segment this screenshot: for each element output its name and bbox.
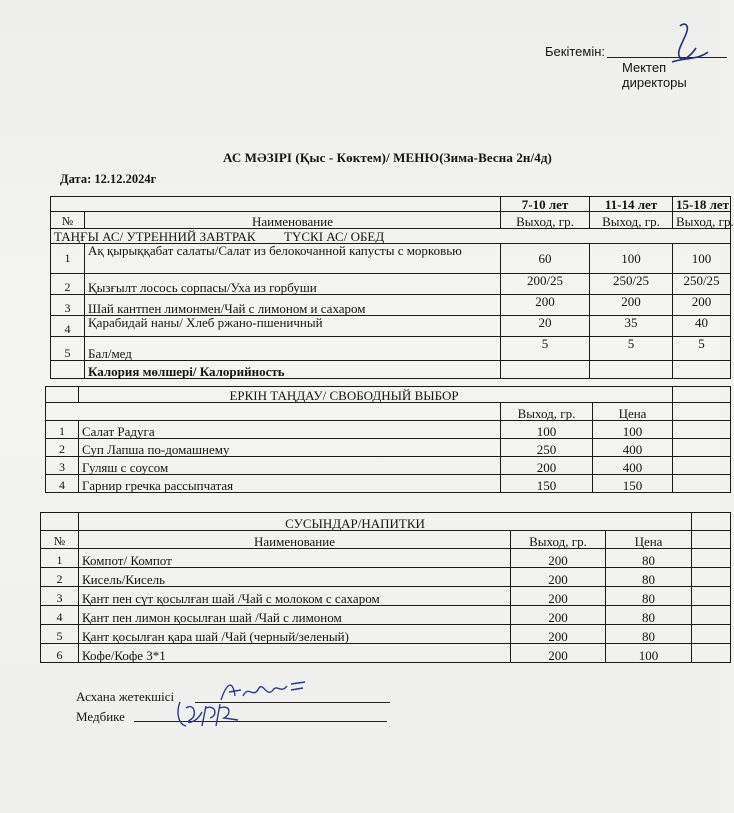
drink-name: Қант пен лимон қосылған шай /Чай с лимоном <box>79 606 511 625</box>
table-row: 6 Кофе/Кофе 3*1 200 100 <box>41 644 731 663</box>
table-row: 1 Салат Радуга 100 100 <box>46 421 731 439</box>
dish-name: Ақ қырыққабат салаты/Салат из белокочанной капусты с морковью <box>85 244 501 274</box>
age-group-header: 11-14 лет <box>590 197 673 212</box>
table-row: 3 Қант пен сүт қосылған шай /Чай с молоком с сахаром 200 80 <box>41 587 731 606</box>
dish-name: Қызғылт лосось сорпасы/Уха из горбуши <box>85 274 501 295</box>
table-row: 2 Кисель/Кисель 200 80 <box>41 568 731 587</box>
table-row: 4 Гарнир гречка рассыпчатая 150 150 <box>46 475 731 493</box>
dish-name: Салат Радуга <box>79 421 501 439</box>
breakfast-label: ТАҢҒЫ АС/ УТРЕННИЙ ЗАВТРАК <box>54 229 256 244</box>
column-header-name: Наименование <box>85 212 501 229</box>
table-row: 5 Қант қосылған қара шай /Чай (черный/зеленый) 200 80 <box>41 625 731 644</box>
dish-name: Гарнир гречка рассыпчатая <box>79 475 501 493</box>
age-group-header: 7-10 лет <box>501 197 590 212</box>
page-title: АС МӘЗІРІ (Қыс - Көктем)/ МЕНЮ(Зима-Весна 2н/4д) <box>223 150 552 165</box>
dish-name: Гуляш с соусом <box>79 457 501 475</box>
dish-name: Қарабидай наны/ Хлеб ржано-пшеничный <box>85 316 501 337</box>
age-group-header: 15-18 лет <box>673 197 731 212</box>
column-header-output: Выход, гр. <box>501 212 590 229</box>
nurse-label: Медбике <box>76 709 125 724</box>
approval-label: Бекітемін: <box>545 44 605 59</box>
free-choice-title: ЕРКІН ТАҢДАУ/ СВОБОДНЫЙ ВЫБОР <box>79 387 673 403</box>
table-row: 3 Гуляш с соусом 200 400 <box>46 457 731 475</box>
table-row: 4 Қант пен лимон қосылған шай /Чай с лимоном 200 80 <box>41 606 731 625</box>
column-header-name: Наименование <box>79 531 511 549</box>
director-signature-icon <box>662 18 712 68</box>
column-header-output: Выход, гр. <box>590 212 673 229</box>
calorie-row <box>51 361 731 379</box>
dish-name: Шай кантпен лимонмен/Чай с лимоном и сахаром <box>85 295 501 316</box>
section-header-breakfast-lunch <box>51 229 731 244</box>
table-row: 1 Ақ қырыққабат салаты/Салат из белокочанной капусты с морковью 60 100 100 <box>51 244 731 274</box>
table-row: 2 Суп Лапша по-домашнему 250 400 <box>46 439 731 457</box>
table-row: 4 Қарабидай наны/ Хлеб ржано-пшеничный 20 35 40 <box>51 316 731 337</box>
column-header-no: № <box>51 212 85 229</box>
free-choice-table <box>45 386 731 493</box>
nurse-signature-icon <box>172 698 257 730</box>
drink-name: Компот/ Компот <box>79 549 511 568</box>
table-row: 3 Шай кантпен лимонмен/Чай с лимоном и сахаром 200 200 200 <box>51 295 731 316</box>
kitchen-head-label: Асхана жетекшісі <box>76 689 175 704</box>
calorie-label: Калория мөлшері/ Калорийность <box>85 361 501 379</box>
dish-name: Суп Лапша по-домашнему <box>79 439 501 457</box>
drink-name: Кофе/Кофе 3*1 <box>79 644 511 663</box>
table-row: 5 Бал/мед 5 5 5 <box>51 337 731 361</box>
column-header-no: № <box>41 531 79 549</box>
approval-role: Мектеп директоры <box>622 60 687 90</box>
column-header-output: Выход, гр. <box>501 403 593 421</box>
lunch-label: ТҮСКІ АС/ ОБЕД <box>284 229 385 244</box>
drink-name: Қант қосылған қара шай /Чай (черный/зеленый) <box>79 625 511 644</box>
meal-table <box>50 196 734 379</box>
column-header-price: Цена <box>593 403 673 421</box>
drink-name: Қант пен сүт қосылған шай /Чай с молоком с сахаром <box>79 587 511 606</box>
dish-name: Бал/мед <box>85 337 501 361</box>
table-row: 1 Компот/ Компот 200 80 <box>41 549 731 568</box>
column-header-output: Выход, гр. <box>673 212 731 229</box>
drink-name: Кисель/Кисель <box>79 568 511 587</box>
drinks-title: СУСЫНДАР/НАПИТКИ <box>79 513 692 531</box>
menu-date: Дата: 12.12.2024г <box>60 172 157 186</box>
table-row: 2 Қызғылт лосось сорпасы/Уха из горбуши 200/25 250/25 250/25 <box>51 274 731 295</box>
drinks-table <box>40 512 731 663</box>
column-header-output: Выход, гр. <box>511 531 606 549</box>
column-header-price: Цена <box>606 531 692 549</box>
